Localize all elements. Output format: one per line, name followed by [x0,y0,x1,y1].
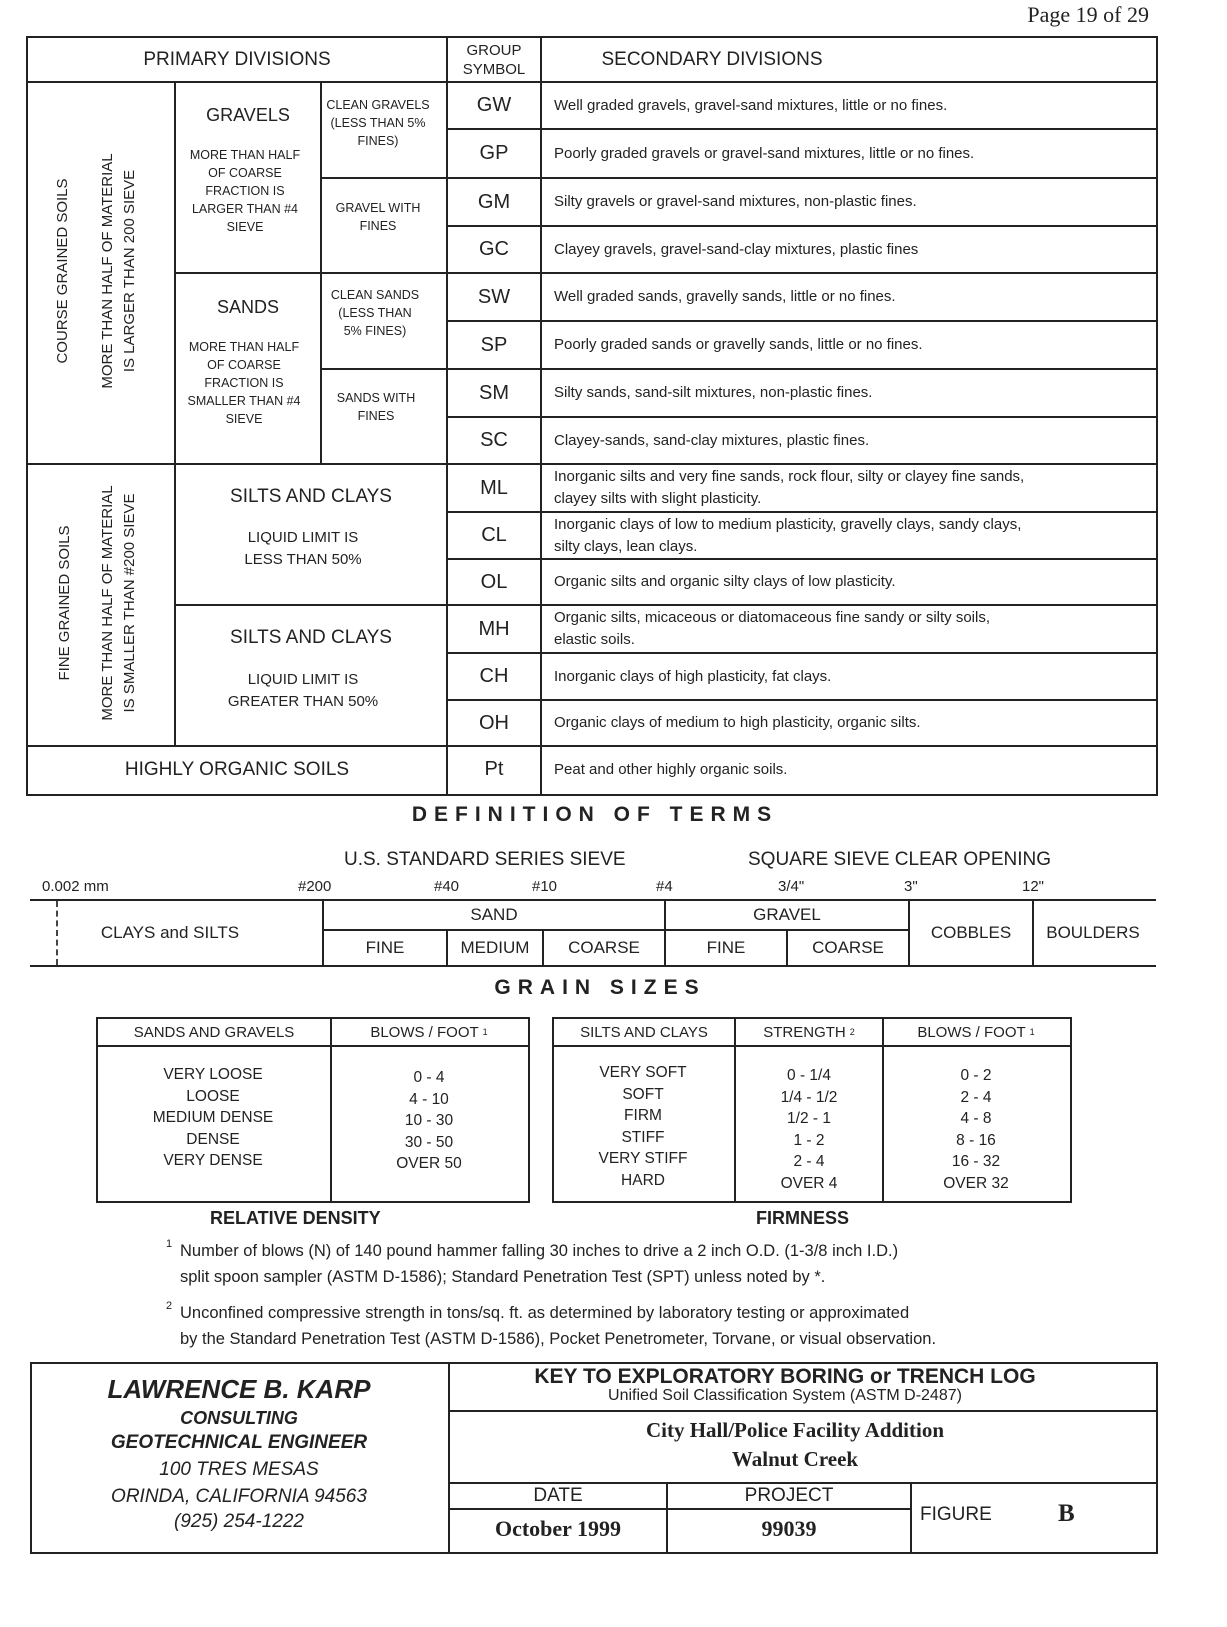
group-symbol: GP [479,142,509,164]
silts-clays-high-title: SILTS AND CLAYS [230,627,392,648]
firmness-blows-value: 0 - 2 [960,1067,992,1084]
footnote-2: Unconfined compressive strength in tons/sq. ft. as determined by laboratory testing or approximated by the Standard Penetration Test (ASTM D-1586), Pocket Penetrometer, Torvane, or visual observation. [180,1304,937,1348]
secondary-description: Inorganic silts and very fine sands, rock flour, silty or clayey fine sands, clayey silts with slight plasticity. [554,468,1025,507]
company-address: 100 TRES MESAS [159,1459,319,1480]
secondary-description: Organic clays of medium to high plasticity, organic silts. [554,714,921,731]
firmness-strength-value: OVER 4 [780,1174,838,1192]
header-secondary: SECONDARY DIVISIONS [601,48,823,70]
sieve-mark: #4 [656,878,673,895]
square-sieve-label: SQUARE SIEVE CLEAR OPENING [748,849,1052,870]
figure-label: FIGURE [920,1504,992,1525]
sands-title: SANDS [216,296,279,317]
sieve-mark: #200 [298,878,332,895]
sand-fine: FINE [365,938,405,957]
date-label: DATE [533,1485,583,1506]
footnote-2-marker: 2 [166,1300,173,1312]
gravel-coarse: COARSE [812,938,884,957]
sieve-mark: 3/4" [778,878,805,895]
density-name: MEDIUM DENSE [152,1109,274,1126]
company-phone: (925) 254-1222 [174,1511,304,1532]
firmness-blows-value: OVER 32 [943,1174,1009,1192]
clays-and-silts: CLAYS and SILTS [100,923,240,942]
density-names [98,1064,328,1172]
sieve-mark: #40 [434,878,460,895]
group-symbol: Pt [484,758,504,780]
secondary-description: Silty sands, sand-silt mixtures, non-plastic fines. [554,384,873,401]
secondary-description: Well graded sands, gravelly sands, little or no fines. [554,288,896,305]
date-value: October 1999 [494,1516,622,1541]
firmness-strength-value: 1/4 - 1/2 [780,1088,838,1106]
gravel-fine: FINE [706,938,746,957]
secondary-description: Inorganic clays of high plasticity, fat clays. [554,667,832,685]
firmness-names [554,1062,732,1191]
group-symbol: GC [479,238,509,260]
density-header-2: BLOWS / FOOT 1 [370,1023,488,1041]
firmness-name: SOFT [622,1085,664,1103]
sand-coarse: COARSE [568,938,640,957]
density-name: DENSE [186,1130,240,1148]
highly-organic-soils: HIGHLY ORGANIC SOILS [124,758,350,780]
company-line-2: GEOTECHNICAL ENGINEER [110,1432,368,1453]
cobbles: COBBLES [930,923,1012,942]
group-symbol: CL [481,524,507,546]
secondary-description: Clayey gravels, gravel-sand-clay mixtures, plastic fines [554,240,919,258]
sieve-mark: 12" [1022,878,1045,895]
gravel-label: GRAVEL [753,905,821,924]
group-symbol: SW [477,285,511,308]
relative-density-caption: RELATIVE DENSITY [210,1208,381,1228]
definition-of-terms-title: DEFINITION OF TERMS [411,803,779,826]
silts-clays-high-note: LIQUID LIMIT IS GREATER THAN 50% [227,671,379,710]
sieve-mark: 0.002 mm [42,878,109,895]
sieve-mark: 3" [904,878,918,895]
sand-medium: MEDIUM [460,938,530,957]
firmness-strength-value: 1 - 2 [793,1131,825,1149]
secondary-description: Poorly graded sands or gravelly sands, little or no fines. [554,336,923,353]
group-symbol: SC [480,429,508,451]
key-subtitle: Unified Soil Classification System (ASTM D-2487) [608,1387,962,1404]
header-group-symbol: GROUP SYMBOL [462,41,526,78]
firmness-strength-value: 2 - 4 [793,1153,825,1170]
group-symbol: OH [479,711,509,734]
gravels-note: MORE THAN HALF OF COARSE FRACTION IS LARGER THAN #4 SIEVE [189,148,301,234]
density-blows-value: 10 - 30 [404,1112,454,1129]
coarse-grained-label: COURSE GRAINED SOILS [54,178,71,364]
project-place: Walnut Creek [731,1447,859,1471]
boulders: BOULDERS [1046,923,1140,942]
silts-clays-low-title: SILTS AND CLAYS [230,486,392,507]
fine-grained-label: FINE GRAINED SOILS [56,525,73,681]
firmness-header-3: BLOWS / FOOT 1 [917,1023,1035,1041]
footnote-1-marker: 1 [166,1238,173,1250]
density-name: VERY LOOSE [163,1066,263,1083]
firmness-header-2: STRENGTH 2 [763,1023,855,1041]
firmness-name: HARD [621,1171,665,1189]
silts-clays-low-note: LIQUID LIMIT IS LESS THAN 50% [244,529,362,568]
density-blows-value: 30 - 50 [404,1133,454,1151]
firmness-header-1: SILTS AND CLAYS [580,1023,708,1041]
density-name: VERY DENSE [163,1152,263,1169]
company-city: ORINDA, CALIFORNIA 94563 [111,1486,367,1507]
firmness-name: VERY STIFF [598,1150,688,1167]
gravels-title: GRAVELS [206,104,290,125]
sands-note: MORE THAN HALF OF COARSE FRACTION IS SMALLER THAN #4 SIEVE [187,340,301,426]
firmness-caption: FIRMNESS [756,1208,850,1228]
firmness-strength-value: 1/2 - 1 [787,1110,831,1127]
footnote-1: Number of blows (N) of 140 pound hammer falling 30 inches to drive a 2 inch O.D. (1-3/8 inch I.D.) split spoon sampler (ASTM D-1586); Standard Penetration Test (SPT) unless noted by *. [180,1242,899,1286]
sand-label: SAND [470,905,518,924]
us-sieve-label: U.S. STANDARD SERIES SIEVE [344,849,626,870]
sieve-mark: #10 [532,878,558,895]
firmness-name: STIFF [621,1128,665,1146]
density-name: LOOSE [186,1087,240,1105]
secondary-description: Clayey-sands, sand-clay mixtures, plastic fines. [554,431,870,449]
secondary-description: Peat and other highly organic soils. [554,760,788,778]
firmness-strength [736,1065,882,1194]
secondary-description: Poorly graded gravels or gravel-sand mixtures, little or no fines. [554,144,975,162]
project-name: City Hall/Police Facility Addition [645,1418,945,1442]
company-name: LAWRENCE B. KARP [107,1374,371,1404]
secondary-description: Organic silts, micaceous or diatomaceous fine sandy or silty soils, elastic soils. [554,609,991,648]
firmness-name: VERY SOFT [599,1064,687,1081]
firmness-blows-value: 8 - 16 [956,1131,996,1149]
figure-letter: B [1058,1500,1075,1527]
firmness-blows-value: 4 - 8 [960,1110,992,1127]
firmness-blows [884,1065,1068,1194]
group-symbol: SM [479,381,509,404]
group-symbol: CH [479,665,509,687]
firmness-strength-value: 0 - 1/4 [787,1067,831,1084]
header-primary: PRIMARY DIVISIONS [143,48,331,70]
key-title: KEY TO EXPLORATORY BORING or TRENCH LOG [534,1365,1036,1388]
project-number: 99039 [761,1516,817,1541]
secondary-description: Organic silts and organic silty clays of low plasticity. [554,573,896,590]
project-label: PROJECT [744,1485,834,1506]
firmness-blows-value: 16 - 32 [951,1153,1001,1170]
group-symbol: GM [477,190,511,213]
page-number: Page 19 of 29 [1027,2,1149,27]
group-symbol: ML [480,476,508,499]
grain-sizes-title: GRAIN SIZES [494,976,706,999]
group-symbol: GW [476,94,512,116]
sands-with-fines-label: SANDS WITH FINES [336,391,416,423]
group-symbol: OL [480,570,508,593]
density-header-1: SANDS AND GRAVELS [133,1023,295,1041]
density-blows [332,1067,526,1175]
clean-sands-label: CLEAN SANDS (LESS THAN 5% FINES) [330,288,420,338]
firmness-name: FIRM [624,1107,662,1124]
group-symbol: SP [480,333,508,356]
density-blows-value: 4 - 10 [409,1090,449,1108]
density-blows-value: OVER 50 [396,1155,462,1172]
gravel-with-fines-label: GRAVEL WITH FINES [335,201,421,233]
secondary-description: Inorganic clays of low to medium plasticity, gravelly clays, sandy clays, silty clays, lean clays. [554,515,1022,555]
fine-fraction-label: MORE THAN HALF OF MATERIAL IS SMALLER THAN #200 SIEVE [99,485,138,721]
group-symbol: MH [478,617,510,640]
secondary-description: Silty gravels or gravel-sand mixtures, non-plastic fines. [554,193,917,210]
coarse-fraction-label: MORE THAN HALF OF MATERIAL IS LARGER THAN 200 SIEVE [99,153,138,389]
firmness-blows-value: 2 - 4 [960,1088,992,1106]
secondary-description: Well graded gravels, gravel-sand mixtures, little or no fines. [554,96,948,114]
density-blows-value: 0 - 4 [413,1069,445,1086]
company-line-1: CONSULTING [180,1408,298,1428]
clean-gravels-label: CLEAN GRAVELS (LESS THAN 5% FINES) [326,98,430,148]
